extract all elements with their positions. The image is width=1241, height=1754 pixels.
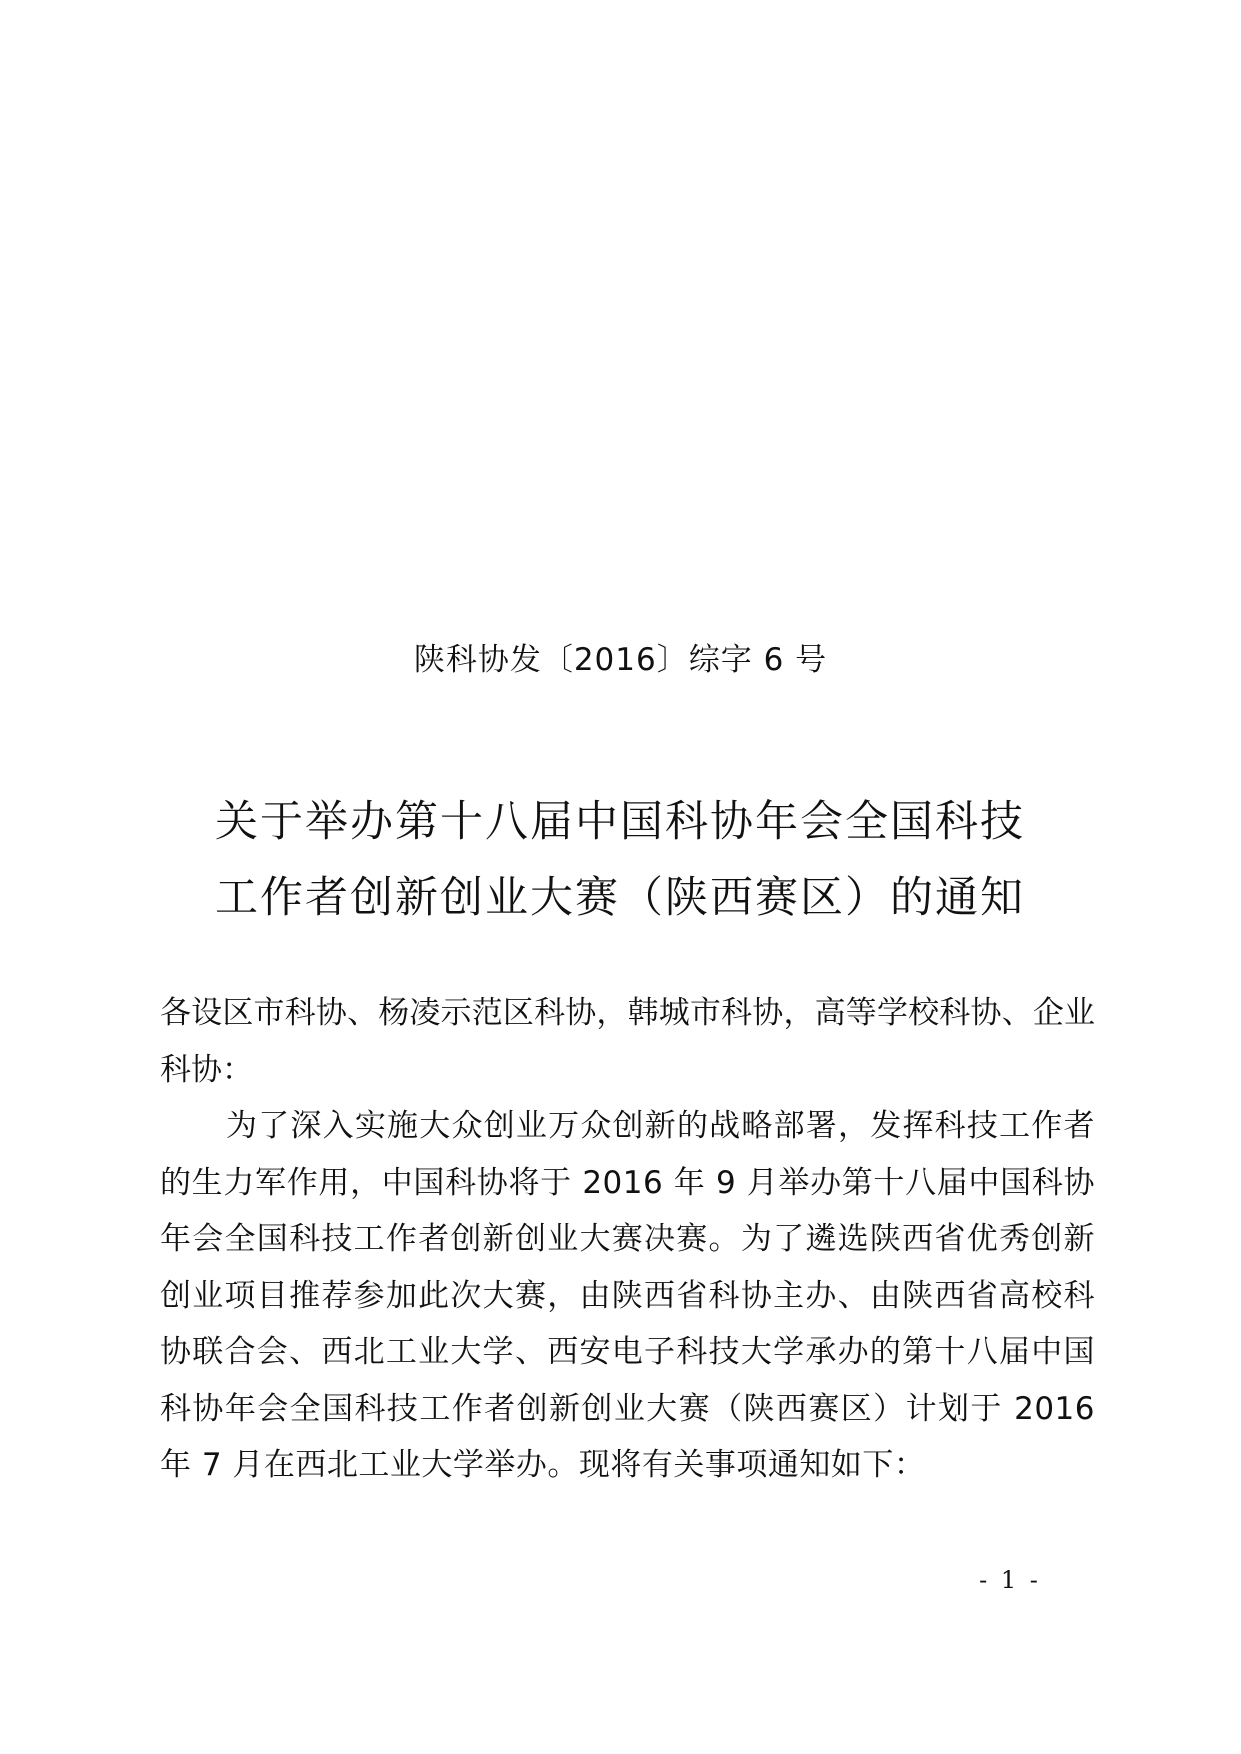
document-title — [160, 784, 1080, 936]
salutation: 各设区市科协、杨凌示范区科协，韩城市科协，高等学校科协、企业科协： — [160, 995, 1095, 1088]
document-body — [160, 985, 1095, 1494]
document-title-line-1: 关于举办第十八届中国科协年会全国科技 — [215, 797, 1025, 847]
document-number: 陕科协发〔2016〕综字 6 号 — [413, 642, 828, 678]
page-number: - 1 - — [979, 1566, 1041, 1594]
document-title-line-2: 工作者创新创业大赛（陕西赛区）的通知 — [215, 873, 1025, 923]
body-paragraph: 为了深入实施大众创业万众创新的战略部署，发挥科技工作者的生力军作用，中国科协将于 2016 年 9 月举办第十八届中国科协年会全国科技工作者创新创业大赛决赛。为了遴选陕西省优秀创新创业项目推荐参加此次大赛，由陕西省科协主办、由陕西省高校科协联合会、西北工业大学、西安电子科技大学承办的第十八届中国科协年会全国科技工作者创新创业大赛（陕西赛区）计划于 2016 年 7 月在西北工业大学举办。现将有关事项通知如下： — [160, 1108, 1095, 1483]
